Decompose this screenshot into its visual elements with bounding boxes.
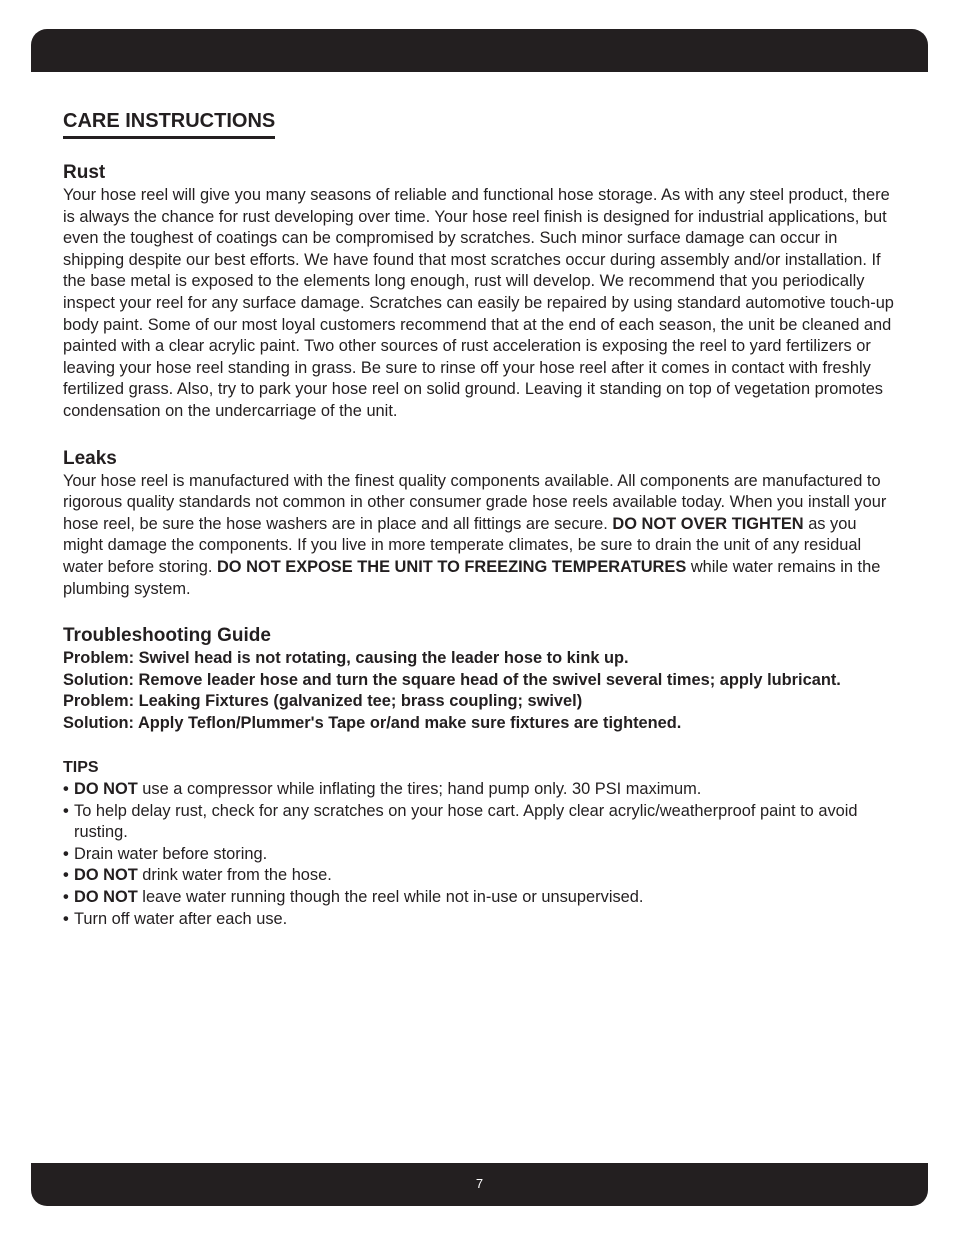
tip-text: use a compressor while inflating the tires; hand pump only. 30 PSI maximum.	[137, 780, 702, 799]
tips-list	[63, 779, 899, 930]
leaks-warning-1: DO NOT OVER TIGHTEN	[612, 514, 804, 533]
tip-text: To help delay rust, check for any scratches on your hose cart. Apply clear acrylic/weatherproof paint to avoid rusting.	[74, 801, 858, 842]
leaks-section	[63, 447, 899, 601]
tip-text: Drain water before storing.	[74, 844, 268, 863]
troubleshooting-heading: Troubleshooting Guide	[63, 625, 271, 647]
leaks-heading: Leaks	[63, 447, 117, 469]
leaks-body	[63, 471, 899, 601]
tip-emphasis: DO NOT	[74, 866, 138, 885]
tip-emphasis: DO NOT	[74, 888, 138, 907]
rust-body: Your hose reel will give you many seasons of reliable and functional hose storage. As with any steel product, there is always the chance for rust developing over time. Your hose reel finish is designed for industrial applications, but even the toughest of coatings can be compromised by scratches. Such minor surface damage can occur in shipping despite our best efforts. We have found that most scratches occur during assembly and/or installation. If the base metal is exposed to the elements long enough, rust will develop. We recommend that you periodically inspect your reel for any surface damage. Scratches can easily be repaired by using standard automotive touch-up body paint. Some of our most loyal customers recommend that at the end of each season, the unit be cleaned and painted with a clear acrylic paint. Two other sources of rust acceleration is exposing the reel to yard fertilizers or leaving your hose reel standing in grass. Be sure to rinse off your hose reel after it comes in contact with freshly fertilized grass. Also, try to park your hose reel on solid ground. Leaving it standing on top of vegetation promotes condensation on the undercarriage of the unit.	[63, 186, 894, 420]
page-title: CARE INSTRUCTIONS	[63, 108, 275, 139]
leaks-body-text-1: Your hose reel is manufactured with the finest quality components available. All components are manufactured to rigorous quality standards not common in other consumer grade hose reels available today. When you install your hose reel, be sure the hose washers are in place and all fittings are secure.	[63, 471, 887, 533]
rust-section	[63, 161, 899, 423]
tip-text: Turn off water after each use.	[74, 909, 288, 928]
solution-2: Solution: Apply Teflon/Plummer's Tape or/and make sure fixtures are tightened.	[63, 713, 682, 732]
tip-item	[63, 887, 899, 909]
tip-item	[63, 865, 899, 887]
problem-1: Problem: Swivel head is not rotating, causing the leader hose to kink up.	[63, 649, 629, 668]
footer-bar	[31, 1163, 928, 1206]
troubleshooting-section	[63, 624, 899, 734]
header-bar	[31, 29, 928, 72]
page-number: 7	[475, 1176, 484, 1191]
leaks-body-text-2: as you might damage the components. If you live in more temperate climates, be sure to drain the unit of any residual water before storing.	[63, 514, 862, 576]
leaks-warning-2: DO NOT EXPOSE THE UNIT TO FREEZING TEMPERATURES	[216, 557, 687, 576]
tip-item	[63, 801, 899, 844]
tip-item	[63, 779, 899, 801]
tip-emphasis: DO NOT	[74, 780, 138, 799]
tips-section	[63, 757, 899, 930]
tip-item	[63, 844, 899, 866]
tip-item	[63, 909, 899, 931]
page-content	[63, 108, 899, 930]
tip-text: drink water from the hose.	[137, 866, 332, 885]
problem-2: Problem: Leaking Fixtures (galvanized tee; brass coupling; swivel)	[63, 692, 583, 711]
solution-1: Solution: Remove leader hose and turn the square head of the swivel several times; apply lubricant.	[63, 670, 841, 689]
leaks-body-text-3: while water remains in the plumbing system.	[63, 557, 881, 598]
tip-text: leave water running though the reel while not in-use or unsupervised.	[137, 888, 644, 907]
tips-heading: TIPS	[63, 759, 99, 777]
rust-heading: Rust	[63, 162, 106, 183]
